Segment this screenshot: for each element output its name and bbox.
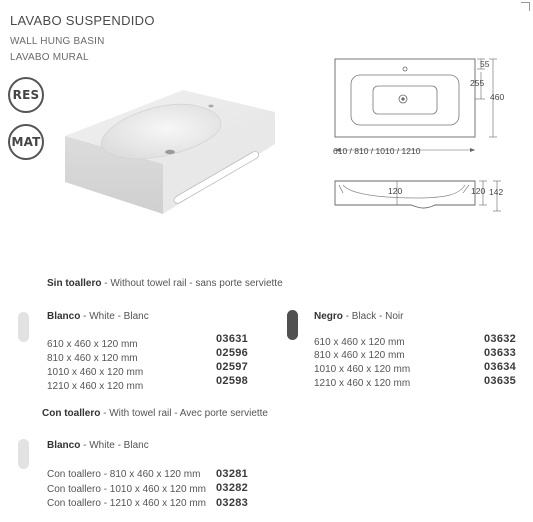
white-code-row: 02598 [216, 375, 249, 387]
section-with-rail-rest: - With towel rail - Avec porte serviette [100, 408, 268, 419]
dim-255-label: 255 [470, 78, 485, 88]
mat-badge: MAT [8, 124, 44, 160]
black-dim-row: 610 x 460 x 120 mm [314, 337, 405, 348]
white-rail-name: Blanco [47, 440, 81, 451]
section-with-rail [42, 408, 268, 419]
page-title: LAVABO SUSPENDIDO [10, 13, 155, 28]
white-name: Blanco [47, 311, 81, 322]
black-color-name [314, 311, 403, 322]
black-code-row: 03633 [484, 347, 517, 359]
white-color-name [47, 311, 149, 322]
white-rail-name-rest: - White - Blanc [80, 440, 149, 451]
section-without-rail [47, 278, 283, 289]
black-swatch [287, 310, 298, 340]
dim-55-label: 55 [480, 59, 490, 69]
white-rail-code-row: 03281 [216, 468, 249, 480]
subtitle-french: LAVABO MURAL [10, 52, 89, 63]
white-code-row: 02596 [216, 347, 249, 359]
dim-120-inner-label: 120 [388, 186, 403, 196]
black-dim-row: 1210 x 460 x 120 mm [314, 378, 411, 389]
section-without-rail-rest: - Without towel rail - sans porte serviette [101, 278, 283, 289]
dim-460-label: 460 [490, 92, 505, 102]
white-code-row: 03631 [216, 333, 249, 345]
res-badge: RES [8, 77, 44, 113]
white-rail-dim-row: Con toallero - 1210 x 460 x 120 mm [47, 498, 206, 509]
white-code-row: 02597 [216, 361, 249, 373]
white-rail-code-row: 03282 [216, 482, 249, 494]
black-code-row: 03634 [484, 361, 517, 373]
white-dim-row: 810 x 460 x 120 mm [47, 353, 138, 364]
white-dim-row: 610 x 460 x 120 mm [47, 339, 138, 350]
subtitle-english: WALL HUNG BASIN [10, 36, 105, 47]
white-dim-row: 1210 x 460 x 120 mm [47, 381, 144, 392]
section-with-rail-es: Con toallero [42, 408, 101, 419]
black-dim-row: 810 x 460 x 120 mm [314, 350, 405, 361]
white-rail-swatch [18, 439, 29, 469]
dim-142-label: 142 [489, 187, 504, 197]
dim-120-right-label: 120 [471, 186, 486, 196]
white-name-rest: - White - Blanc [80, 311, 149, 322]
technical-drawing [325, 55, 530, 230]
white-dim-row: 1010 x 460 x 120 mm [47, 367, 144, 378]
width-options-label: 610 / 810 / 1010 / 1210 [333, 146, 421, 156]
black-name: Negro [314, 311, 343, 322]
black-dim-row: 1010 x 460 x 120 mm [314, 364, 411, 375]
white-swatch [18, 312, 29, 342]
section-without-rail-es: Sin toallero [47, 278, 102, 289]
white-rail-code-row: 03283 [216, 497, 249, 509]
basin-illustration [55, 78, 280, 218]
black-code-row: 03632 [484, 333, 517, 345]
white-rail-color-name [47, 440, 149, 451]
corner-mark [521, 2, 530, 11]
white-rail-dim-row: Con toallero - 810 x 460 x 120 mm [47, 469, 201, 480]
white-rail-dim-row: Con toallero - 1010 x 460 x 120 mm [47, 484, 206, 495]
black-code-row: 03635 [484, 375, 517, 387]
black-name-rest: - Black - Noir [342, 311, 404, 322]
